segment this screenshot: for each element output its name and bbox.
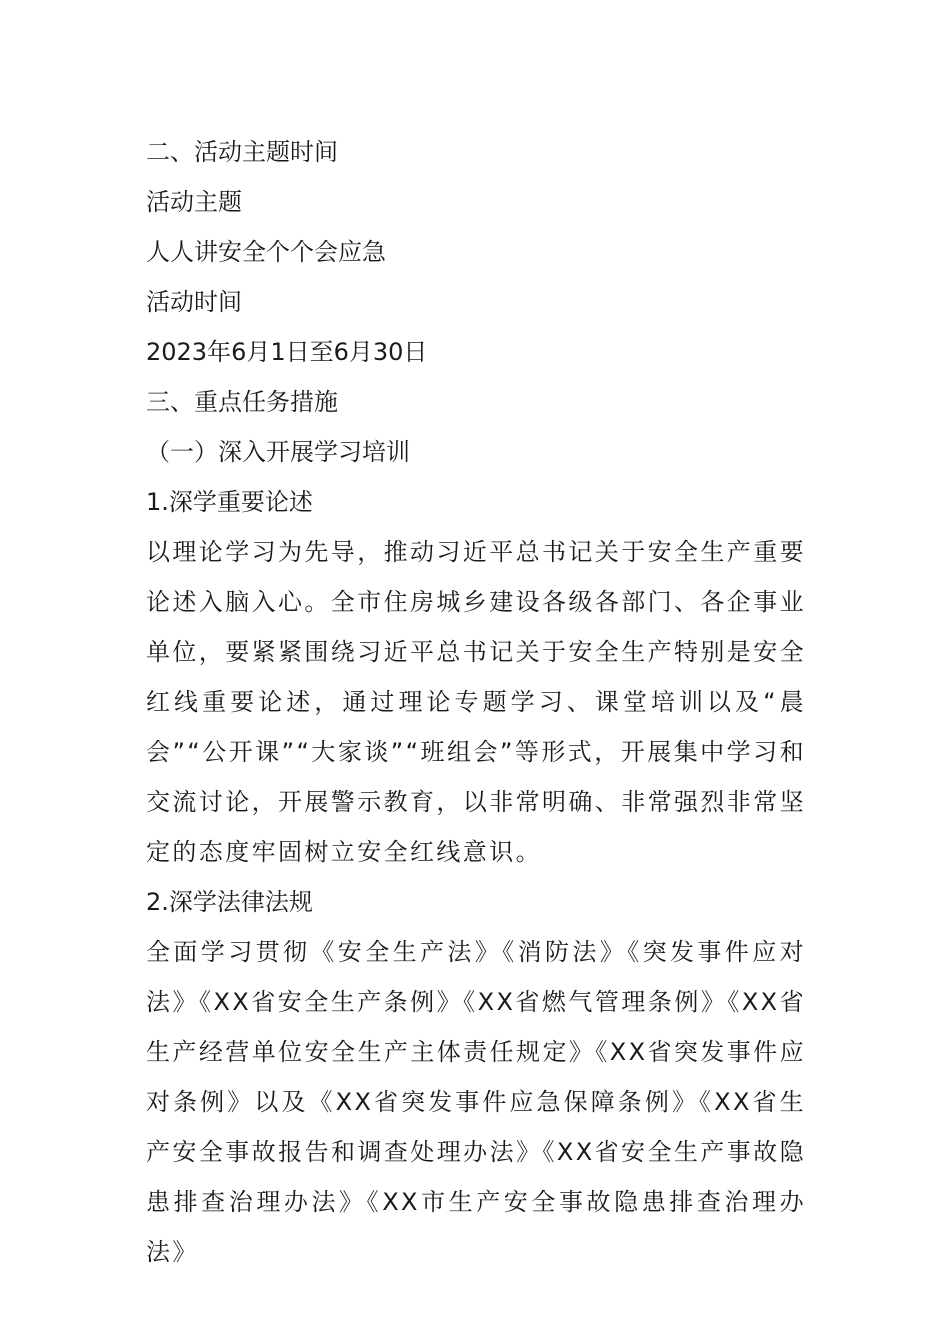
- item-1-heading: 1.深学重要论述: [146, 488, 313, 516]
- theme-value: 人人讲安全个个会应急: [146, 238, 386, 266]
- item-1-paragraph: 以理论学习为先导，推动习近平总书记关于安全生产重要论述入脑入心。全市住房城乡建设各级各部门、各企事业单位，要紧紧围绕习近平总书记关于安全生产特别是安全红线重要论述，通过理论专题学习、课堂培训以及“晨会”“公开课”“大家谈”“班组会”等形式，开展集中学习和交流讨论，开展警示教育，以非常明确、非常强烈非常坚定的态度牢固树立安全红线意识。: [146, 538, 806, 866]
- section-3-heading: 三、重点任务措施: [146, 388, 338, 416]
- time-label: 活动时间: [146, 288, 242, 316]
- item-2-heading: 2.深学法律法规: [146, 888, 313, 916]
- time-value: 2023年6月1日至6月30日: [146, 338, 428, 366]
- theme-label: 活动主题: [146, 188, 242, 216]
- item-2-paragraph: 全面学习贯彻《安全生产法》《消防法》《突发事件应对法》《XX省安全生产条例》《XX省燃气管理条例》《XX省生产经营单位安全生产主体责任规定》《XX省突发事件应对条例》以及《XX省突发事件应急保障条例》《XX省生产安全事故报告和调查处理办法》《XX省安全生产事故隐患排查治理办法》《XX市生产安全事故隐患排查治理办法》: [146, 938, 806, 1266]
- subsection-1-heading: （一）深入开展学习培训: [146, 438, 410, 466]
- section-2-heading: 二、活动主题时间: [146, 138, 338, 166]
- document-body: [146, 127, 806, 1277]
